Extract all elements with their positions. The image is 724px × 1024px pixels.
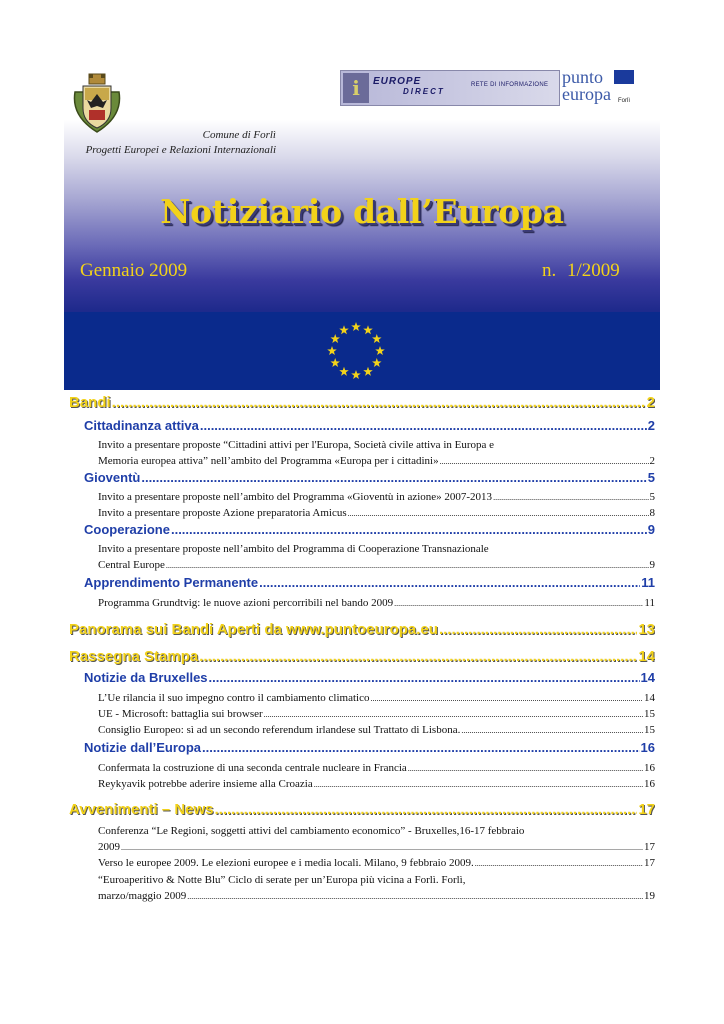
toc-entry-rassegna[interactable] (69, 648, 655, 665)
toc-label: Gioventù (84, 470, 141, 485)
toc-page: 15 (644, 724, 655, 736)
europe-direct-logo (340, 70, 560, 106)
toc-label: Verso le europee 2009. Le elezioni europee e i media locali. Milano, 9 febbraio 2009. (98, 857, 474, 869)
toc-entry-bruxelles-item3[interactable] (98, 724, 655, 736)
toc-label: Consiglio Europeo: sì ad un secondo referendum irlandese sul Trattato di Lisbona. (98, 724, 461, 736)
toc-label: Avvenimenti – News (69, 801, 214, 818)
toc-label: Confermata la costruzione di una seconda centrale nucleare in Francia (98, 762, 407, 774)
europe-direct-word1: EUROPE (373, 76, 422, 87)
toc-page: 16 (640, 740, 655, 755)
toc-label: Notizie da Bruxelles (84, 670, 208, 685)
toc-label: Apprendimento Permanente (84, 575, 259, 590)
toc-label: Panorama sui Bandi Aperti da www.puntoeuropa.eu (69, 621, 438, 638)
europa-word: europa (562, 84, 611, 104)
toc-entry-bruxelles[interactable] (84, 670, 655, 685)
toc-page: 5 (647, 470, 655, 485)
toc-page: 5 (649, 491, 655, 503)
toc-page: 17 (638, 801, 655, 818)
toc-entry-europa-item2[interactable] (98, 778, 655, 790)
toc-page: 9 (647, 522, 655, 537)
toc-entry-panorama[interactable] (69, 621, 655, 638)
toc-label: Cittadinanza attiva (84, 418, 199, 433)
toc-label: Rassegna Stampa (69, 648, 199, 665)
toc-entry-avvenimenti[interactable] (69, 801, 655, 818)
toc-page: 14 (640, 670, 655, 685)
toc-entry-avvenimenti-item1-line1[interactable]: Conferenza “Le Regioni, soggetti attivi del cambiamento economico” - Bruxelles,16-17 febbraio (98, 825, 525, 837)
toc-entry-cittadinanza-item1-line1[interactable]: Invito a presentare proposte “Cittadini attivi per l'Europa, Società civile attiva in Europa e (98, 439, 495, 451)
office-label: Progetti Europei e Relazioni Internazionali (85, 144, 276, 156)
eu-star-icon (372, 358, 382, 367)
toc-label: Notizie dall’Europa (84, 740, 202, 755)
toc-page: 8 (649, 507, 655, 519)
newsletter-title: Notiziario dall’Europa (160, 192, 564, 231)
toc-entry-gioventu[interactable] (84, 470, 655, 485)
eu-star-icon (339, 325, 349, 334)
toc-page: 16 (644, 778, 655, 790)
toc-label: Memoria europea attiva” nell’ambito del Programma «Europa per i cittadini» (98, 455, 439, 467)
eu-flag-icon (614, 70, 634, 84)
toc-entry-gioventu-item2[interactable] (98, 507, 655, 519)
toc-page: 14 (644, 692, 655, 704)
eu-star-icon (330, 334, 340, 343)
eu-star-icon (363, 367, 373, 376)
toc-label: Central Europe (98, 559, 165, 571)
punto-city: Forlì (618, 98, 630, 104)
toc-entry-gioventu-item1[interactable] (98, 491, 655, 503)
europe-direct-word2: DIRECT (403, 87, 445, 96)
toc-page: 19 (644, 890, 655, 902)
toc-entry-cittadinanza[interactable] (84, 418, 655, 433)
toc-label: Programma Grundtvig: le nuove azioni percorribili nel bando 2009 (98, 597, 394, 609)
toc-entry-apprendimento[interactable] (84, 575, 655, 590)
eu-star-icon (372, 334, 382, 343)
toc-label: L’Ue rilancia il suo impegno contro il cambiamento climatico (98, 692, 370, 704)
eu-star-icon (351, 370, 361, 379)
toc-page: 9 (649, 559, 655, 571)
toc-entry-apprendimento-item1[interactable] (98, 597, 655, 609)
toc-entry-avvenimenti-item2[interactable] (98, 857, 655, 869)
toc-page: 17 (644, 857, 655, 869)
eu-star-icon (339, 367, 349, 376)
toc-label: Invito a presentare proposte Azione preparatoria Amicus (98, 507, 347, 519)
toc-entry-cooperazione-item1[interactable] (98, 559, 655, 571)
issue-date: Gennaio 2009 (80, 260, 188, 281)
toc-entry-cooperazione-item1-line1[interactable]: Invito a presentare proposte nell’ambito del Programma di Cooperazione Transnazionale (98, 543, 489, 555)
toc-page: 16 (644, 762, 655, 774)
toc-label: 2009 (98, 841, 120, 853)
toc-page: 13 (638, 621, 655, 638)
toc-entry-bruxelles-item2[interactable] (98, 708, 655, 720)
toc-label: Bandi (69, 394, 111, 411)
punto-word: punto (562, 67, 604, 87)
toc-page: 2 (647, 418, 655, 433)
toc-page: 11 (644, 597, 655, 609)
issue-number: n. 1/2009 (542, 260, 620, 281)
toc-entry-europa[interactable] (84, 740, 655, 755)
toc-label: Invito a presentare proposte nell’ambito del Programma «Gioventù in azione» 2007-2013 (98, 491, 493, 503)
toc-entry-cittadinanza-item1[interactable] (98, 455, 655, 467)
toc-entry-avvenimenti-item1[interactable] (98, 841, 655, 853)
punto-europa-logo (560, 68, 636, 106)
toc-page: 2 (649, 455, 655, 467)
toc-entry-bruxelles-item1[interactable] (98, 692, 655, 704)
eu-star-icon (327, 346, 337, 355)
toc-label: Cooperazione (84, 522, 170, 537)
toc-entry-avvenimenti-item3-line1[interactable]: “Euroaperitivo & Notte Blu” Ciclo di serate per un’Europa più vicina a Forlì. Forlì, (98, 874, 466, 886)
toc-page: 11 (641, 575, 655, 590)
toc-label: Reykyavik potrebbe aderire insieme alla Croazia (98, 778, 313, 790)
forli-coat-of-arms-icon (67, 72, 127, 136)
eu-stars-icon (320, 318, 392, 384)
toc-entry-bandi[interactable] (69, 394, 655, 411)
eu-star-icon (330, 358, 340, 367)
toc-label: marzo/maggio 2009 (98, 890, 187, 902)
toc-page: 15 (644, 708, 655, 720)
issuer-block (64, 128, 276, 158)
toc-entry-cooperazione[interactable] (84, 522, 655, 537)
eu-star-icon (363, 325, 373, 334)
toc-entry-europa-item1[interactable] (98, 762, 655, 774)
toc-entry-avvenimenti-item3[interactable] (98, 890, 655, 902)
eu-star-icon (351, 322, 361, 331)
toc-label: UE - Microsoft: battaglia sui browser (98, 708, 263, 720)
toc-page: 2 (646, 394, 655, 411)
toc-page: 14 (638, 648, 655, 665)
toc-page: 17 (644, 841, 655, 853)
comune-label: Comune di Forlì (202, 129, 276, 141)
eu-star-icon (375, 346, 385, 355)
europe-direct-network: RETE DI INFORMAZIONE (471, 82, 549, 88)
info-icon: i (343, 73, 369, 103)
